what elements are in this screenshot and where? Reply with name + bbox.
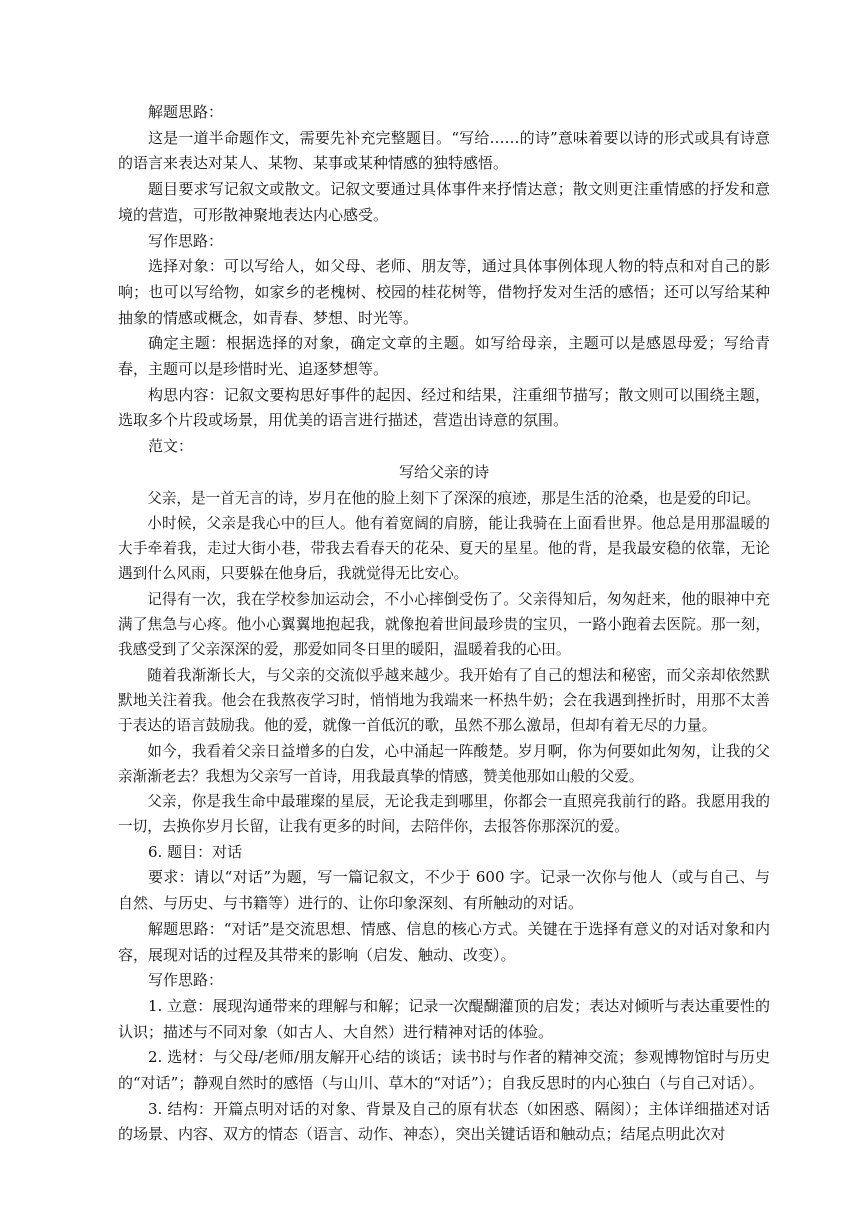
paragraph: 要求：请以“对话”为题，写一篇记叙文，不少于 600 字。记录一次你与他人（或与自己、与自然、与历史、与书籍等）进行的、让你印象深刻、有所触动的对话。 — [118, 868, 770, 913]
section-heading-approach: 解题思路： — [148, 103, 224, 121]
paragraph: 构思内容：记叙文要构思好事件的起因、经过和结果，注重细节描写；散文则可以围绕主题，选取多个片段或场景，用优美的语言进行描述，营造出诗意的氛围。 — [118, 385, 770, 430]
paragraph: 确定主题：根据选择的对象，确定文章的主题。如写给母亲，主题可以是感恩母爱；写给青春，主题可以是珍惜时光、追逐梦想等。 — [118, 334, 770, 379]
paragraph: 3. 结构：开篇点明对话的对象、背景及自己的原有状态（如困惑、隔阂）；主体详细描述对话的场景、内容、双方的情态（语言、动作、神态），突出关键话语和触动点；结尾点明此次对 — [118, 1099, 770, 1144]
essay-paragraph: 如今，我看着父亲日益增多的白发，心中涌起一阵酸楚。岁月啊，你为何要如此匆匆，让我的父亲渐渐老去？我想为父亲写一首诗，用我最真挚的情感，赞美他那如山般的父爱。 — [118, 742, 770, 785]
essay-paragraph: 小时候，父亲是我心中的巨人。他有着宽阔的肩膀，能让我骑在上面看世界。他总是用那温暖的大手牵着我，走过大街小巷，带我去看春天的花朵、夏天的星星。他的背，是我最安稳的依靠，无论遇到什么风雨，只要躲在他身后，我就觉得无比安心。 — [118, 514, 770, 583]
question-title: 6. 题目：对话 — [148, 842, 243, 861]
section-heading-sample: 范文： — [148, 437, 194, 456]
paragraph: 解题思路：“对话”是交流思想、情感、信息的核心方式。关键在于选择有意义的对话对象和内容，展现对话的过程及其带来的影响（启发、触动、改变）。 — [118, 919, 770, 964]
section-heading-writing: 写作思路： — [148, 971, 224, 990]
paragraph: 1. 立意：展现沟通带来的理解与和解；记录一次醍醐灌顶的启发；表达对倾听与表达重要性的认识；描述与不同对象（如古人、大自然）进行精神对话的体验。 — [118, 996, 770, 1041]
paragraph: 2. 选材：与父母/老师/朋友解开心结的谈话；读书时与作者的精神交流；参观博物馆时与历史的“对话”；静观自然时的感悟（与山川、草木的“对话”）；自我反思时的内心独白（与自己对话）。 — [118, 1048, 770, 1093]
section-heading-writing: 写作思路： — [148, 231, 224, 250]
essay-paragraph: 随着我渐渐长大，与父亲的交流似乎越来越少。我开始有了自己的想法和秘密，而父亲却依然默默地关注着我。他会在我熬夜学习时，悄悄地为我端来一杯热牛奶；会在我遇到挫折时，用那不太善于表达的语言鼓励我。他的爱，就像一首低沉的歌，虽然不那么激昂，但却有着无尽的力量。 — [118, 666, 770, 735]
paragraph: 题目要求写记叙文或散文。记叙文要通过具体事件来抒情达意；散文则更注重情感的抒发和意境的营造，可形散神聚地表达内心感受。 — [118, 180, 770, 224]
sample-essay — [118, 460, 770, 840]
paragraph: 选择对象：可以写给人，如父母、老师、朋友等，通过具体事例体现人物的特点和对自己的影响；也可以写给物，如家乡的老槐树、校园的桂花树等，借物抒发对生活的感悟；还可以写给某种抽象的情感或概念，如青春、梦想、时光等。 — [118, 257, 770, 327]
essay-paragraph: 记得有一次，我在学校参加运动会，不小心摔倒受伤了。父亲得知后，匆匆赶来，他的眼神中充满了焦急与心疼。他小心翼翼地抱起我，就像抱着世间最珍贵的宝贝，一路小跑着去医院。那一刻，我感受到了父亲深深的爱，那爱如同冬日里的暖阳，温暖着我的心田。 — [118, 590, 770, 659]
paragraph: 这是一道半命题作文，需要先补充完整题目。“写给……的诗”意味着要以诗的形式或具有诗意的语言来表达对某人、某物、某事或某种情感的独特感悟。 — [118, 128, 770, 173]
essay-title: 写给父亲的诗 — [398, 462, 489, 481]
essay-paragraph: 父亲，你是我生命中最璀璨的星辰，无论我走到哪里，你都会一直照亮我前行的路。我愿用我的一切，去换你岁月长留，让我有更多的时间，去陪伴你，去报答你那深沉的爱。 — [118, 793, 770, 836]
essay-paragraph: 父亲，是一首无言的诗，岁月在他的脸上刻下了深深的痕迹，那是生活的沧桑，也是爱的印记。 — [147, 489, 761, 507]
